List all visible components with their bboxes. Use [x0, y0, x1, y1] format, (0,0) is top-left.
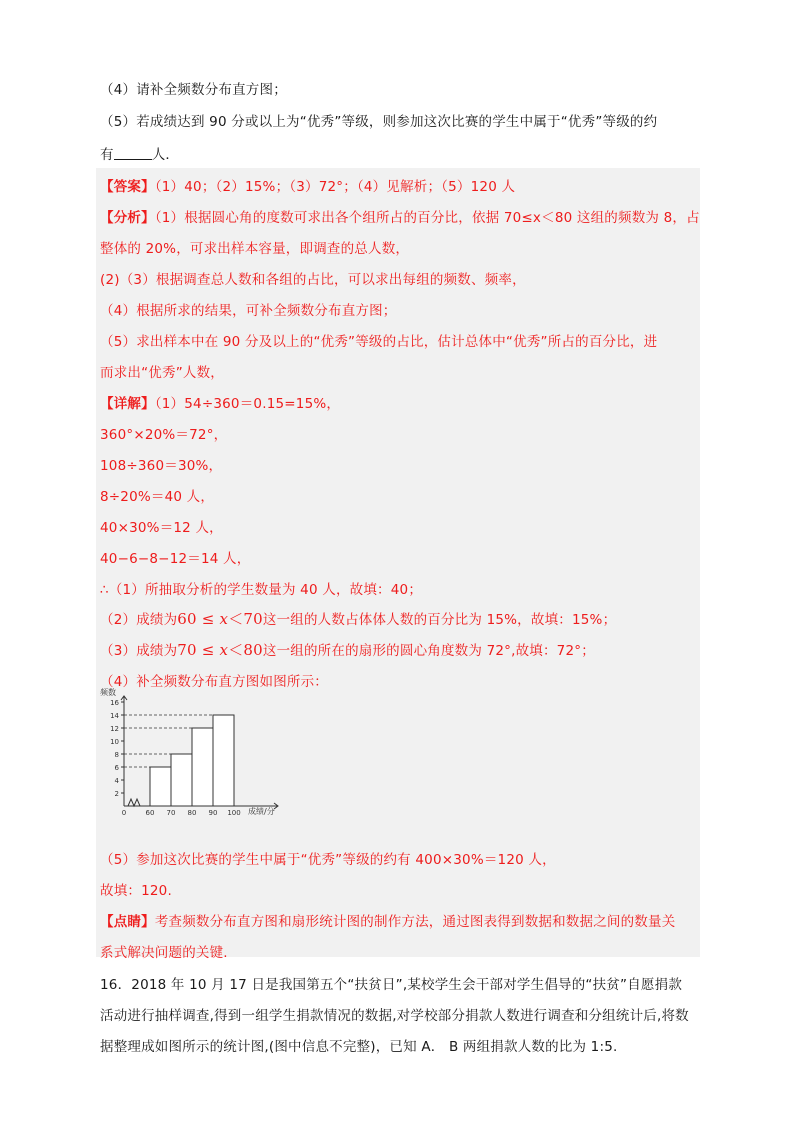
y-tick-label: 4 [114, 777, 119, 785]
comment-text-1: 考查频数分布直方图和扇形统计图的制作方法，通过图表得到数据和数据之间的数量关 [154, 914, 676, 930]
y-tick-label: 12 [110, 725, 119, 733]
calc-line5: 40−6−8−12＝14 人， [100, 551, 251, 567]
result-2-prefix: （2）成绩为 [100, 612, 178, 628]
analysis-line1 [100, 206, 700, 226]
result-2-math: 60 ≤ x＜70 [177, 610, 263, 628]
histogram-bar [213, 715, 234, 806]
result-2 [100, 608, 616, 629]
fill-answer: 故填：120. [100, 883, 172, 899]
result-5: （5）参加这次比赛的学生中属于“优秀”等级的约有 400×30%＝120 人， [100, 852, 556, 868]
analysis-text-1: （1）根据圆心角的度数可求出各个组所占的百分比，依据 70≤x＜80 这组的频数为 8，占 [154, 210, 700, 226]
comment-label: 【点睛】 [100, 914, 155, 930]
q5-prefix: 有 [100, 147, 114, 163]
x-tick-label: 0 [121, 809, 127, 816]
answer-blank [114, 147, 152, 160]
x-tick-label: 90 [208, 809, 218, 816]
result-2-suffix: 这一组的人数占体体人数的百分比为 15%，故填：15%； [262, 612, 617, 628]
comment-line1 [100, 910, 675, 930]
frequency-histogram [98, 686, 288, 816]
analysis-line5: （5）求出样本中在 90 分及以上的“优秀”等级的占比，估计总体中“优秀”所占的百分比，进 [100, 334, 658, 350]
question-16-line2: 活动进行抽样调查,得到一组学生捐款情况的数据,对学校部分捐款人数进行调查和分组统计后,将数 [100, 1008, 689, 1024]
y-tick-label: 6 [114, 764, 119, 772]
result-3 [100, 639, 595, 660]
comment-line2: 系式解决问题的关键. [100, 945, 228, 961]
detail-text-1: （1）54÷360＝0.15=15%， [154, 396, 341, 412]
answer-line [100, 175, 515, 195]
question-4: （4）请补全频数分布直方图； [100, 82, 287, 98]
analysis-line2: 整体的 20%，可求出样本容量，即调查的总人数， [100, 241, 410, 257]
calc-line2: 108÷360＝30%， [100, 458, 223, 474]
q5-suffix: 人． [151, 147, 180, 163]
histogram-bar [171, 754, 192, 806]
x-tick-label: 70 [166, 809, 176, 816]
detail-line1 [100, 392, 340, 412]
y-tick-label: 2 [114, 790, 119, 798]
x-tick-label: 100 [227, 809, 241, 816]
result-3-math: 70 ≤ x＜80 [177, 641, 263, 659]
result-4: （4）补全频数分布直方图如图所示： [100, 674, 328, 690]
therefore-line: ∴（1）所抽取分析的学生数量为 40 人，故填：40； [100, 582, 423, 598]
analysis-line6: 而求出“优秀”人数， [100, 365, 224, 381]
answer-label: 【答案】 [100, 179, 155, 195]
calc-line4: 40×30%＝12 人， [100, 520, 223, 536]
y-tick-label: 8 [114, 751, 119, 759]
y-tick-label: 16 [110, 699, 119, 707]
y-axis-title: 频数 [100, 688, 116, 697]
question-16-line1: 16．2018 年 10 月 17 日是我国第五个“扶贫日”,某校学生会干部对学生倡导的“扶贫”自愿捐款 [100, 977, 683, 993]
x-tick-label: 80 [187, 809, 197, 816]
analysis-line3: (2)（3）根据调查总人数和各组的占比，可以求出每组的频数、频率， [100, 272, 526, 288]
x-axis-title: 成绩/分 [248, 807, 275, 816]
question-5-line1: （5）若成绩达到 90 分或以上为“优秀”等级，则参加这次比赛的学生中属于“优秀”等级的约 [100, 114, 658, 130]
calc-line1: 360°×20%＝72°， [100, 427, 228, 443]
result-3-suffix: 这一组的所在的扇形的圆心角度数为 72°,故填：72°； [262, 643, 595, 659]
y-tick-label: 10 [110, 738, 119, 746]
answer-text: （1）40；（2）15%；（3）72°；（4）见解析；（5）120 人 [154, 179, 516, 195]
detail-label: 【详解】 [100, 396, 155, 412]
result-3-prefix: （3）成绩为 [100, 643, 178, 659]
question-16-line3: 据整理成如图所示的统计图,(图中信息不完整)，已知 A． B 两组捐款人数的比为 1:5. [100, 1039, 618, 1055]
analysis-label: 【分析】 [100, 210, 155, 226]
calc-line3: 8÷20%＝40 人， [100, 489, 215, 505]
axis-break [128, 799, 140, 806]
y-tick-label: 14 [110, 712, 119, 720]
histogram-bar [192, 728, 213, 806]
x-tick-label: 60 [145, 809, 155, 816]
question-5-line2 [100, 143, 179, 163]
histogram-bar [150, 767, 171, 806]
analysis-line4: （4）根据所求的结果，可补全频数分布直方图； [100, 303, 397, 319]
